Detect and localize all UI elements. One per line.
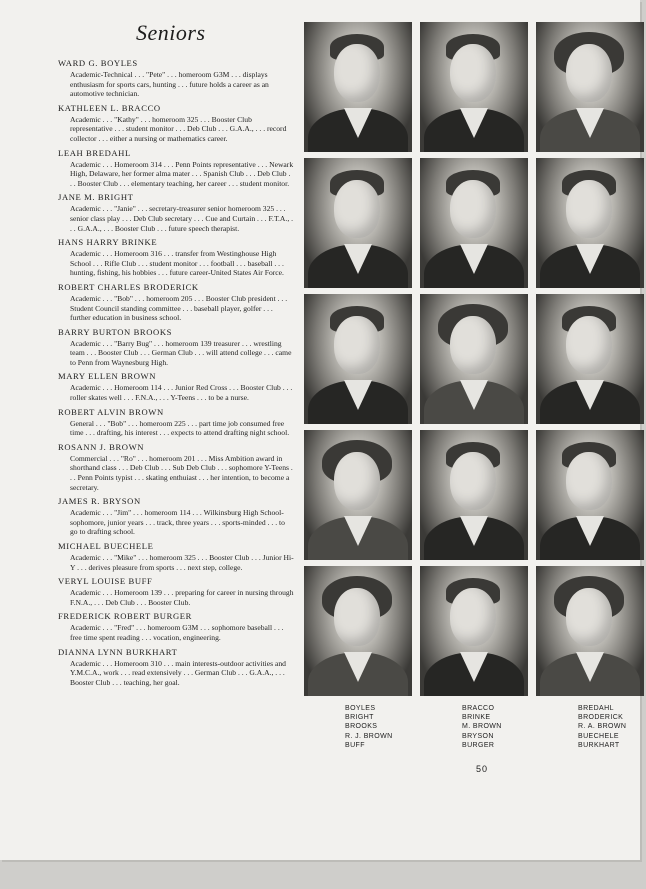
senior-name: ROBERT ALVIN BROWN (58, 406, 164, 417)
portrait-burger (420, 566, 528, 696)
bio-entry (58, 496, 294, 537)
caption-name: BOYLES (345, 705, 376, 712)
bio-entry (58, 282, 294, 323)
portrait-r-j-brown (304, 430, 412, 560)
senior-name: MARY ELLEN BROWN (58, 371, 157, 382)
senior-bio: Academic . . . "Mike" . . . homeroom 325 . . . Booster Club . . . Junior Hi-Y . . . derives pleasure from sports . . . next step, college. (70, 553, 294, 572)
senior-name: HANS HARRY BRINKE (58, 237, 158, 248)
portrait-face (450, 180, 496, 238)
portrait-grid (304, 22, 636, 700)
caption-name: BURGER (462, 741, 495, 749)
caption-name: M. BROWN (462, 723, 502, 731)
bio-entry (58, 148, 294, 189)
portrait-face (334, 44, 380, 102)
portrait-face (566, 316, 612, 374)
senior-name: JAMES R. BRYSON (58, 496, 141, 507)
senior-name: JANE M. BRIGHT (58, 192, 134, 203)
page-title: Seniors (136, 20, 206, 45)
caption-name: R. A. BROWN (578, 723, 627, 731)
bio-entry (58, 327, 294, 368)
bio-entry (58, 103, 294, 144)
portrait-bracco (420, 22, 528, 152)
senior-bio: Academic . . . "Kathy" . . . homeroom 325 . . . Booster Club representative . . . student monitor . . . Deb Club . . . G.A.A., . . . record collector . . . either a nursing or mathematics career. (70, 114, 287, 143)
bio-entry (58, 611, 294, 642)
portrait-face (450, 316, 496, 374)
senior-name: LEAH BREDAHL (58, 147, 131, 158)
portrait-face (450, 44, 496, 102)
caption-name: BRINKE (462, 714, 491, 722)
portrait-brinke (420, 158, 528, 288)
bio-entry (58, 576, 294, 607)
portrait-face (566, 44, 612, 102)
bio-entry (58, 58, 294, 99)
portrait-face (334, 588, 380, 646)
senior-name: DIANNA LYNN BURKHART (58, 646, 178, 657)
bio-entry (58, 407, 294, 438)
portrait-r-a-brown (536, 294, 644, 424)
senior-bio: Academic . . . Homeroom 139 . . . preparing for career in nursing through F.N.A., . . . Deb Club . . . Booster Club. (70, 588, 294, 607)
caption-name: BRACCO (462, 705, 495, 712)
senior-name: ROSANN J. BROWN (58, 441, 145, 452)
portrait-bright (304, 158, 412, 288)
portrait-boyles (304, 22, 412, 152)
caption-name: BRYSON (462, 732, 494, 740)
senior-bio: Academic . . . "Bob" . . . homeroom 205 . . . Booster Club president . . . Student Council standing committee . . . baseball player, golfer . . . further education in business school. (70, 293, 288, 323)
senior-bio: Academic . . . "Fred" . . . homeroom G3M . . . sophomore baseball . . . free time spent reading . . . vocation, engineering. (70, 623, 284, 642)
portrait-face (334, 180, 380, 238)
portrait-face (566, 588, 612, 646)
senior-bio-list (58, 58, 294, 691)
portrait-bredahl (536, 22, 644, 152)
caption-name: BRODERICK (578, 714, 624, 722)
bio-entry (58, 192, 294, 233)
portrait-broderick (536, 158, 644, 288)
portrait-face (566, 452, 612, 510)
bio-entry (58, 647, 294, 688)
portrait-face (566, 180, 612, 238)
senior-bio: Academic . . . "Barry Bug" . . . homeroom 139 treasurer . . . wrestling team . . . Booster Club . . . German Club . . . will attend college . . . came to Penn from Waynesburg High. (70, 338, 292, 367)
portrait-face (334, 452, 380, 510)
senior-bio: Academic-Technical . . . "Pete" . . . homeroom G3M . . . displays enthusiasm for sports cars, hunting . . . future holds a career as an automotive technician. (70, 70, 269, 99)
portrait-m-brown (420, 294, 528, 424)
senior-name: FREDERICK ROBERT BURGER (58, 611, 192, 622)
senior-bio: Academic . . . Homeroom 314 . . . Penn Points representative . . . Newark High, Delaware, her former alma mater . . . Spanish Club . . . Deb Club . . . Booster Club . . . elementary teaching, her career . . . student monitor. (70, 159, 294, 188)
senior-bio: Academic . . . "Janie" . . . secretary-treasurer senior homeroom 325 . . . senior class play . . . Deb Club secretary . . . Cue and Curtain . . . F.T.A., . . . G.A.A., . . . Booster Club . . . future speech therapist. (70, 204, 294, 233)
caption-name: BREDAHL (578, 705, 614, 712)
senior-name: VERYL LOUISE BUFF (58, 576, 153, 587)
senior-name: MICHAEL BUECHELE (58, 541, 154, 551)
caption-column (462, 704, 502, 750)
senior-name: ROBERT CHARLES BRODERICK (58, 281, 199, 292)
senior-bio: Academic . . . Homeroom 114 . . . Junior Red Cross . . . Booster Club . . . roller skates well . . . F.N.A., . . . Y-Teens . . . to be a nurse. (70, 383, 293, 403)
senior-bio: Academic . . . Homeroom 310 . . . main interests-outdoor activities and Y.M.C.A., work . . . read extensively . . . German Club . . . G.A.A., . . . Booster Club . . . teaching, her goal. (70, 658, 286, 687)
portrait-face (334, 316, 380, 374)
portrait-brooks (304, 294, 412, 424)
senior-bio: Academic . . . "Jim" . . . homeroom 114 . . . Wilkinsburg High School-sophomore, junior years . . . track, three years . . . sports-minded . . . to go to drafting school. (70, 508, 285, 537)
senior-name: BARRY BURTON BROOKS (58, 326, 173, 337)
bio-entry (58, 237, 294, 278)
page-number: 50 (476, 764, 489, 774)
portrait-buechele (536, 430, 644, 560)
caption-name: BRIGHT (345, 714, 374, 722)
bio-entry (58, 541, 294, 572)
portrait-face (450, 452, 496, 510)
portrait-face (450, 588, 496, 646)
caption-column (345, 704, 393, 750)
caption-name: BURKHART (578, 741, 620, 749)
portrait-buff (304, 566, 412, 696)
portrait-burkhart (536, 566, 644, 696)
caption-name: BUFF (345, 741, 365, 749)
senior-name: WARD G. BOYLES (58, 58, 138, 68)
caption-name: BROOKS (345, 723, 378, 731)
senior-bio: Commercial . . . "Ro" . . . homeroom 201 . . . Miss Ambition award in shorthand class . . . Deb Club . . . Sub Deb Club . . . sophomore Y-Teens . . . Penn Points typist . . . skating enthuiast . . . her intention, to become a secretary. (70, 453, 293, 492)
senior-bio: General . . . "Bob" . . . homeroom 225 . . . part time job consumed free time . . . drafting, his interest . . . expects to attend drafting night school. (70, 418, 290, 438)
caption-name: R. J. BROWN (345, 732, 393, 740)
portrait-bryson (420, 430, 528, 560)
senior-bio: Academic . . . Homeroom 316 . . . transfer from Westinghouse High School . . . Rifle Club . . . student monitor . . . football . . . baseball . . . hunting, fishing, his hobbies . . . future career-United States Air Force. (70, 249, 284, 278)
bio-entry (58, 371, 294, 402)
senior-name: KATHLEEN L. BRACCO (58, 102, 161, 113)
bio-entry (58, 442, 294, 492)
caption-name: BUECHELE (578, 732, 619, 740)
caption-column (578, 704, 626, 750)
